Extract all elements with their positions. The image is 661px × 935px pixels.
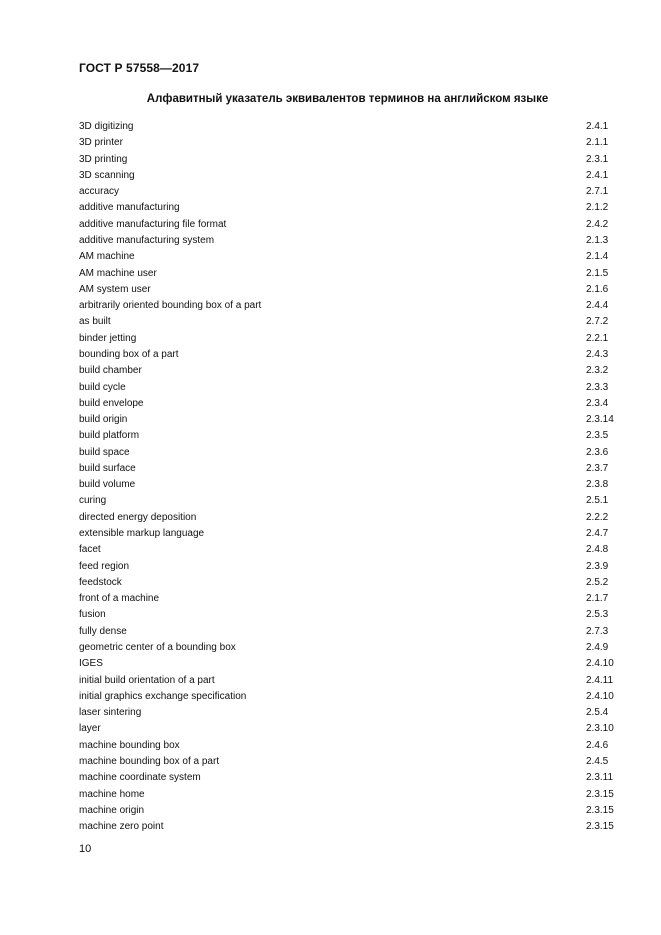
- index-entry: [79, 705, 619, 721]
- index-term: front of a machine: [79, 593, 160, 605]
- index-reference-number: 2.5.3: [586, 609, 609, 621]
- index-entry: [79, 152, 619, 168]
- index-reference-number: 2.5.1: [586, 495, 609, 507]
- index-reference-number: 2.1.1: [586, 137, 609, 149]
- index-term: 3D scanning: [79, 169, 135, 181]
- index-reference-number: 2.2.2: [586, 511, 609, 523]
- index-term: fusion: [79, 609, 106, 621]
- index-entry: [79, 575, 619, 591]
- index-reference-number: 2.3.1: [586, 153, 609, 165]
- index-entry: [79, 656, 619, 672]
- index-entry: [79, 673, 619, 689]
- index-entry: [79, 135, 619, 151]
- index-reference-number: 2.3.10: [586, 723, 614, 735]
- index-entry: [79, 396, 619, 412]
- index-term: accuracy: [79, 186, 120, 198]
- index-reference-number: 2.3.15: [586, 788, 614, 800]
- index-term: 3D printer: [79, 137, 123, 149]
- index-term: build space: [79, 446, 130, 458]
- index-reference-number: 2.4.1: [586, 121, 609, 132]
- index-reference-number: 2.4.2: [586, 218, 609, 230]
- index-reference-number: 2.5.4: [586, 707, 609, 719]
- index-entry: [79, 721, 619, 737]
- index-reference-number: 2.5.2: [586, 576, 609, 588]
- index-term: additive manufacturing system: [79, 234, 215, 246]
- index-reference-number: 2.3.2: [586, 365, 609, 377]
- index-term: machine zero point: [79, 821, 164, 833]
- index-term: build origin: [79, 414, 128, 426]
- index-entry: [79, 184, 619, 200]
- index-reference-number: 2.7.2: [586, 316, 609, 328]
- index-term: initial build orientation of a part: [79, 674, 215, 686]
- index-entry: [79, 624, 619, 640]
- index-reference-number: 2.3.9: [586, 560, 609, 572]
- index-entry: [79, 819, 619, 835]
- index-term: build surface: [79, 462, 136, 474]
- index-term: machine coordinate system: [79, 772, 201, 784]
- index-term: curing: [79, 495, 107, 507]
- index-entry: [79, 770, 619, 786]
- index-term: as built: [79, 316, 111, 328]
- index-reference-number: 2.4.10: [586, 658, 614, 670]
- index-term: 3D digitizing: [79, 121, 134, 132]
- index-term: feed region: [79, 560, 130, 572]
- page-number: 10: [79, 843, 92, 855]
- index-reference-number: 2.7.1: [586, 186, 609, 198]
- index-entry: [79, 233, 619, 249]
- index-term: layer: [79, 723, 101, 735]
- index-reference-number: 2.4.8: [586, 544, 609, 556]
- index-term: machine bounding box: [79, 739, 180, 751]
- index-term: IGES: [79, 658, 103, 670]
- index-entry: [79, 689, 619, 705]
- index-entry: [79, 412, 619, 428]
- index-entry: [79, 249, 619, 265]
- index-reference-number: 2.4.5: [586, 755, 609, 767]
- index-entry: [79, 298, 619, 314]
- index-reference-number: 2.7.3: [586, 625, 609, 637]
- index-title: Алфавитный указатель эквивалентов терминов на английском языке: [146, 93, 549, 105]
- index-reference-number: 2.4.1: [586, 169, 609, 181]
- index-reference-number: 2.1.6: [586, 283, 609, 295]
- index-reference-number: 2.3.14: [586, 414, 614, 426]
- index-reference-number: 2.3.6: [586, 446, 609, 458]
- index-entry: [79, 363, 619, 379]
- index-term: build platform: [79, 430, 140, 442]
- index-reference-number: 2.4.3: [586, 348, 609, 360]
- index-reference-number: 2.4.10: [586, 690, 614, 702]
- index-reference-number: 2.1.3: [586, 234, 609, 246]
- index-reference-number: 2.4.6: [586, 739, 609, 751]
- index-term: fully dense: [79, 625, 127, 637]
- index-entry: [79, 542, 619, 558]
- index-entry: [79, 640, 619, 656]
- index-entry: [79, 461, 619, 477]
- index-term: machine origin: [79, 804, 145, 816]
- index-reference-number: 2.3.5: [586, 430, 609, 442]
- index-entry: [79, 803, 619, 819]
- index-reference-number: 2.3.7: [586, 462, 609, 474]
- index-reference-number: 2.1.4: [586, 251, 609, 263]
- index-term: initial graphics exchange specification: [79, 690, 247, 702]
- index-entry: [79, 217, 619, 233]
- index-reference-number: 2.1.2: [586, 202, 609, 214]
- index-term: machine home: [79, 788, 145, 800]
- index-term: 3D printing: [79, 153, 128, 165]
- index-entry: [79, 510, 619, 526]
- index-entry: [79, 754, 619, 770]
- index-reference-number: 2.2.1: [586, 332, 609, 344]
- index-term: build chamber: [79, 365, 142, 377]
- index-term: bounding box of a part: [79, 348, 179, 360]
- index-reference-number: 2.3.11: [586, 772, 614, 784]
- index-term: additive manufacturing: [79, 202, 180, 214]
- index-entry: [79, 380, 619, 396]
- index-term: build envelope: [79, 397, 144, 409]
- index-term: AM machine: [79, 251, 135, 263]
- index-reference-number: 2.3.4: [586, 397, 609, 409]
- index-term: facet: [79, 544, 101, 556]
- index-term: extensible markup language: [79, 528, 205, 540]
- index-reference-number: 2.1.5: [586, 267, 609, 279]
- index-term: laser sintering: [79, 707, 142, 719]
- index-entry: [79, 119, 619, 135]
- index-reference-number: 2.4.4: [586, 300, 609, 312]
- term-index-list: [79, 119, 619, 835]
- index-entry: [79, 526, 619, 542]
- index-entry: [79, 314, 619, 330]
- index-entry: [79, 200, 619, 216]
- index-entry: [79, 428, 619, 444]
- index-entry: [79, 591, 619, 607]
- index-entry: [79, 266, 619, 282]
- index-entry: [79, 738, 619, 754]
- index-reference-number: 2.4.9: [586, 642, 609, 653]
- index-entry: [79, 787, 619, 803]
- index-reference-number: 2.3.15: [586, 821, 614, 833]
- index-term: geometric center of a bounding box: [79, 642, 236, 653]
- index-term: build volume: [79, 479, 136, 491]
- index-reference-number: 2.1.7: [586, 593, 609, 605]
- index-entry: [79, 282, 619, 298]
- index-reference-number: 2.4.7: [586, 528, 609, 540]
- index-entry: [79, 347, 619, 363]
- index-reference-number: 2.3.15: [586, 804, 614, 816]
- index-entry: [79, 607, 619, 623]
- index-entry: [79, 493, 619, 509]
- index-entry: [79, 331, 619, 347]
- index-term: build cycle: [79, 381, 126, 393]
- index-term: feedstock: [79, 576, 122, 588]
- index-entry: [79, 168, 619, 184]
- index-entry: [79, 445, 619, 461]
- index-term: arbitrarily oriented bounding box of a part: [79, 300, 262, 312]
- index-reference-number: 2.4.11: [586, 674, 614, 686]
- index-entry: [79, 477, 619, 493]
- index-reference-number: 2.3.3: [586, 381, 609, 393]
- index-term: AM system user: [79, 283, 151, 295]
- index-term: binder jetting: [79, 332, 137, 344]
- index-term: directed energy deposition: [79, 511, 197, 523]
- index-term: machine bounding box of a part: [79, 755, 220, 767]
- index-term: additive manufacturing file format: [79, 218, 227, 230]
- standard-designation: ГОСТ Р 57558—2017: [79, 61, 200, 75]
- index-reference-number: 2.3.8: [586, 479, 609, 491]
- index-term: AM machine user: [79, 267, 157, 279]
- index-entry: [79, 559, 619, 575]
